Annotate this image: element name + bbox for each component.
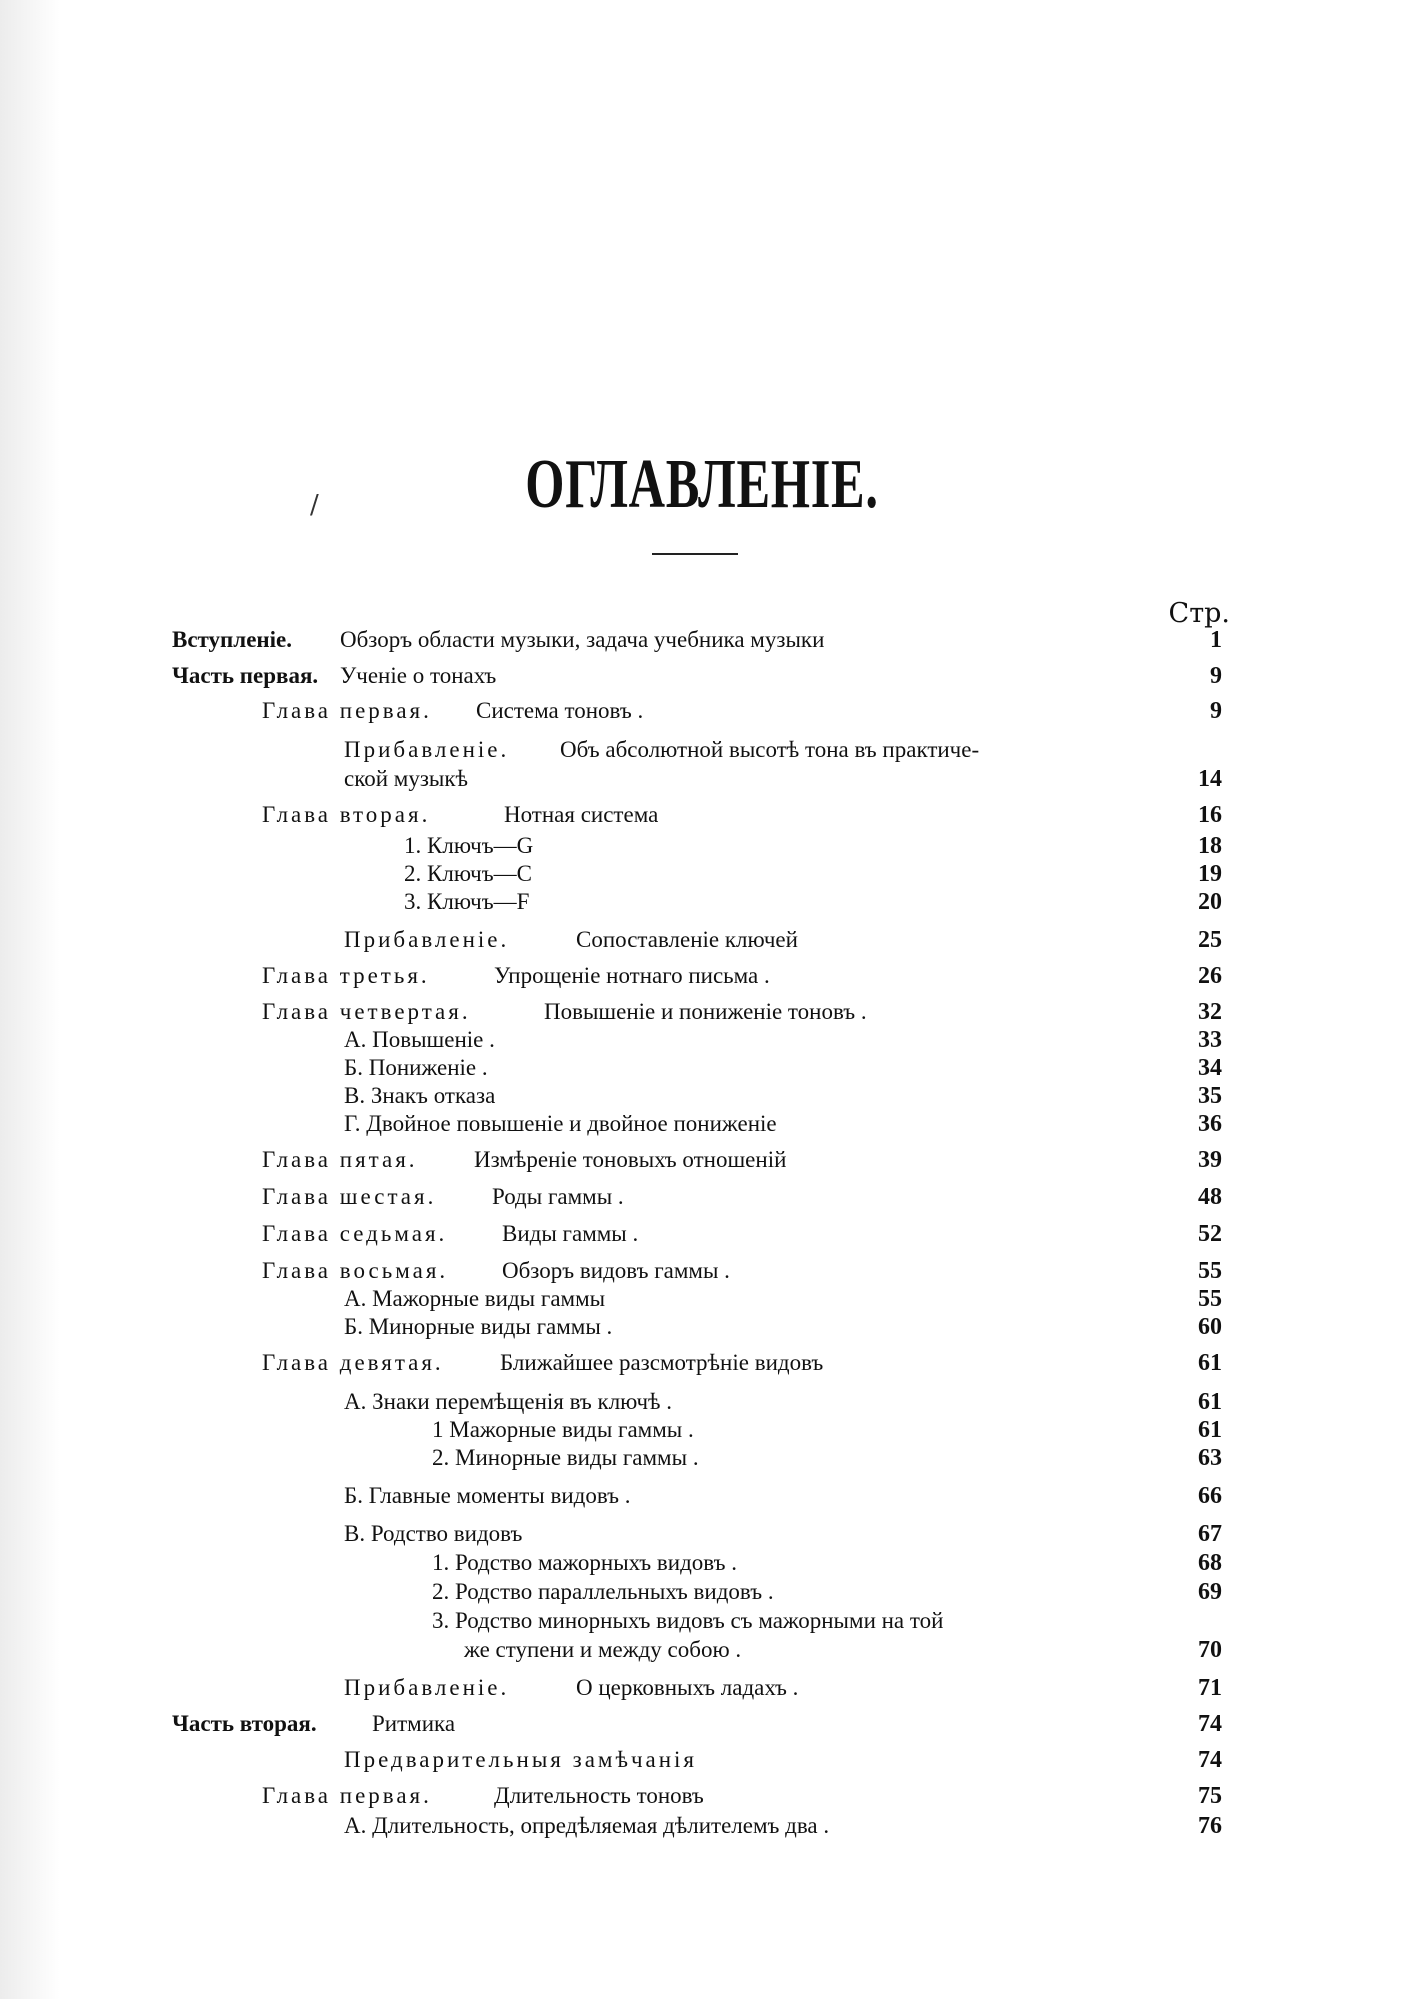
- toc-entry-lead: Глава третья.: [262, 963, 430, 988]
- toc-entry-page: 69: [1198, 1579, 1222, 1605]
- toc-entry-page: 18: [1198, 833, 1222, 859]
- toc-entry-text: 1. Родство мажорныхъ видовъ .: [432, 1550, 737, 1575]
- toc-entry-page: 48: [1198, 1184, 1222, 1210]
- toc-entry-text: Б. Минорные виды гаммы .: [344, 1314, 613, 1339]
- toc-entry-text: Виды гаммы .: [502, 1221, 639, 1246]
- toc-entry-lead: Прибавленіе.: [344, 1675, 510, 1700]
- toc-entry-text: ской музыкѣ: [344, 766, 469, 791]
- toc-entry-page: 75: [1198, 1783, 1222, 1809]
- toc-entry-page: 9: [1210, 698, 1222, 724]
- toc-entry-page: 19: [1198, 861, 1222, 887]
- toc-entry-text: Г. Двойное повышеніе и двойное пониженіе: [344, 1111, 777, 1136]
- toc-entry-text: Упрощеніе нотнаго письма .: [494, 963, 770, 988]
- toc-entry-page: 76: [1198, 1813, 1222, 1839]
- toc-entry-page: 68: [1198, 1550, 1222, 1576]
- toc-entry-text: Нотная система: [504, 802, 659, 827]
- toc-entry-lead: Вступленіе.: [172, 627, 293, 652]
- toc-entry-page: 16: [1198, 802, 1222, 828]
- toc-entry-text: О церковныхъ ладахъ .: [576, 1675, 799, 1700]
- toc-entry-page: 52: [1198, 1221, 1222, 1247]
- toc-entry-page: 67: [1198, 1521, 1222, 1547]
- toc-entry-text: Длительность тоновъ: [494, 1783, 704, 1808]
- toc-entry-text: Объ абсолютной высотѣ тона въ практиче-: [560, 737, 980, 762]
- toc-entry-text: А. Длительность, опредѣляемая дѣлителемъ два .: [344, 1813, 830, 1838]
- toc-entry-page: 9: [1210, 663, 1222, 689]
- toc-entry-page: 61: [1198, 1350, 1222, 1376]
- toc-entry-text: 2. Родство параллельныхъ видовъ .: [432, 1579, 774, 1604]
- toc-entry-lead: Глава седьмая.: [262, 1221, 448, 1246]
- toc-entry-page: 74: [1198, 1747, 1222, 1773]
- toc-entry-text: В. Родство видовъ: [344, 1521, 523, 1546]
- toc-entry-text: Сопоставленіе ключей: [576, 927, 798, 952]
- toc-entry-lead: Часть вторая.: [172, 1711, 317, 1736]
- toc-entry-page: 66: [1198, 1483, 1222, 1509]
- toc-entry-text: Ближайшее разсмотрѣніе видовъ: [500, 1350, 824, 1375]
- toc-entry-lead: Глава восьмая.: [262, 1258, 449, 1283]
- toc-entry-page: 33: [1198, 1027, 1222, 1053]
- toc-entry-page: 71: [1198, 1675, 1222, 1701]
- toc-entry-page: 61: [1198, 1389, 1222, 1415]
- page-title: ОГЛАВЛЕНІЕ.: [525, 446, 879, 523]
- toc-entry-page: 70: [1198, 1637, 1222, 1663]
- toc-entry-text: Повышеніе и пониженіе тоновъ .: [544, 999, 867, 1024]
- toc-entry-text: же ступени и между собою .: [464, 1637, 742, 1662]
- toc-entry-text: В. Знакъ отказа: [344, 1083, 496, 1108]
- toc-entry-lead: Глава первая.: [262, 1783, 432, 1808]
- toc-entry-text: 3. Ключъ—F: [404, 889, 530, 914]
- toc-entry-lead: Предварительныя замѣчанія: [344, 1747, 697, 1772]
- toc-entry-text: Обзоръ видовъ гаммы .: [502, 1258, 730, 1283]
- toc-entry-lead: Глава четвертая.: [262, 999, 471, 1024]
- page-column-header: Стр.: [1168, 598, 1230, 629]
- toc-entry-page: 35: [1198, 1083, 1222, 1109]
- toc-entry-lead: Прибавленіе.: [344, 737, 510, 762]
- toc-entry-text: Ученіе о тонахъ: [340, 663, 497, 688]
- toc-entry-text: Измѣреніе тоновыхъ отношеній: [474, 1147, 787, 1172]
- toc-entry-lead: Глава первая.: [262, 698, 432, 723]
- toc-entry-page: 39: [1198, 1147, 1222, 1173]
- toc-entry-text: Ритмика: [372, 1711, 456, 1736]
- toc-entry-page: 20: [1198, 889, 1222, 915]
- toc-entry-text: А. Знаки перемѣщенія въ ключѣ .: [344, 1389, 673, 1414]
- toc-entry-page: 55: [1198, 1286, 1222, 1312]
- toc-entry-text: 3. Родство минорныхъ видовъ съ мажорными на той: [432, 1608, 944, 1633]
- toc-entry-page: 36: [1198, 1111, 1222, 1137]
- toc-entry-page: 61: [1198, 1417, 1222, 1443]
- toc-entry-page: 34: [1198, 1055, 1222, 1081]
- toc-entry-text: Б. Главные моменты видовъ .: [344, 1483, 631, 1508]
- toc-entry-page: 74: [1198, 1711, 1222, 1737]
- toc-entry-lead: Прибавленіе.: [344, 927, 510, 952]
- toc-entry-lead: Глава вторая.: [262, 802, 431, 827]
- toc-entry-text: А. Мажорные виды гаммы: [344, 1286, 606, 1311]
- toc-entry-text: Обзоръ области музыки, задача учебника музыки: [340, 627, 825, 652]
- toc-entry-page: 25: [1198, 927, 1222, 953]
- toc-entry-text: 1 Мажорные виды гаммы .: [432, 1417, 694, 1442]
- stray-mark: /: [310, 490, 319, 520]
- toc-entry-text: 2. Минорные виды гаммы .: [432, 1445, 699, 1470]
- toc-entry-lead: Глава шестая.: [262, 1184, 437, 1209]
- toc-entry-text: Система тоновъ .: [476, 698, 644, 723]
- toc-entry-page: 60: [1198, 1314, 1222, 1340]
- toc-entry-page: 32: [1198, 999, 1222, 1025]
- toc-entry-lead: Глава пятая.: [262, 1147, 418, 1172]
- toc-entry-lead: Глава девятая.: [262, 1350, 444, 1375]
- toc-entry-page: 14: [1198, 766, 1222, 792]
- toc-entry-lead: Часть первая.: [172, 663, 319, 688]
- toc-entry-page: 26: [1198, 963, 1222, 989]
- toc-entry-text: А. Повышеніе .: [344, 1027, 495, 1052]
- toc-entry-text: 1. Ключъ—G: [404, 833, 534, 858]
- toc-entry-page: 1: [1210, 627, 1222, 653]
- toc-entry-page: 55: [1198, 1258, 1222, 1284]
- toc-entry-text: Б. Пониженіе .: [344, 1055, 488, 1080]
- toc-entry-text: Роды гаммы .: [492, 1184, 624, 1209]
- toc-entry-text: 2. Ключъ—C: [404, 861, 532, 886]
- toc-entry-page: 63: [1198, 1445, 1222, 1471]
